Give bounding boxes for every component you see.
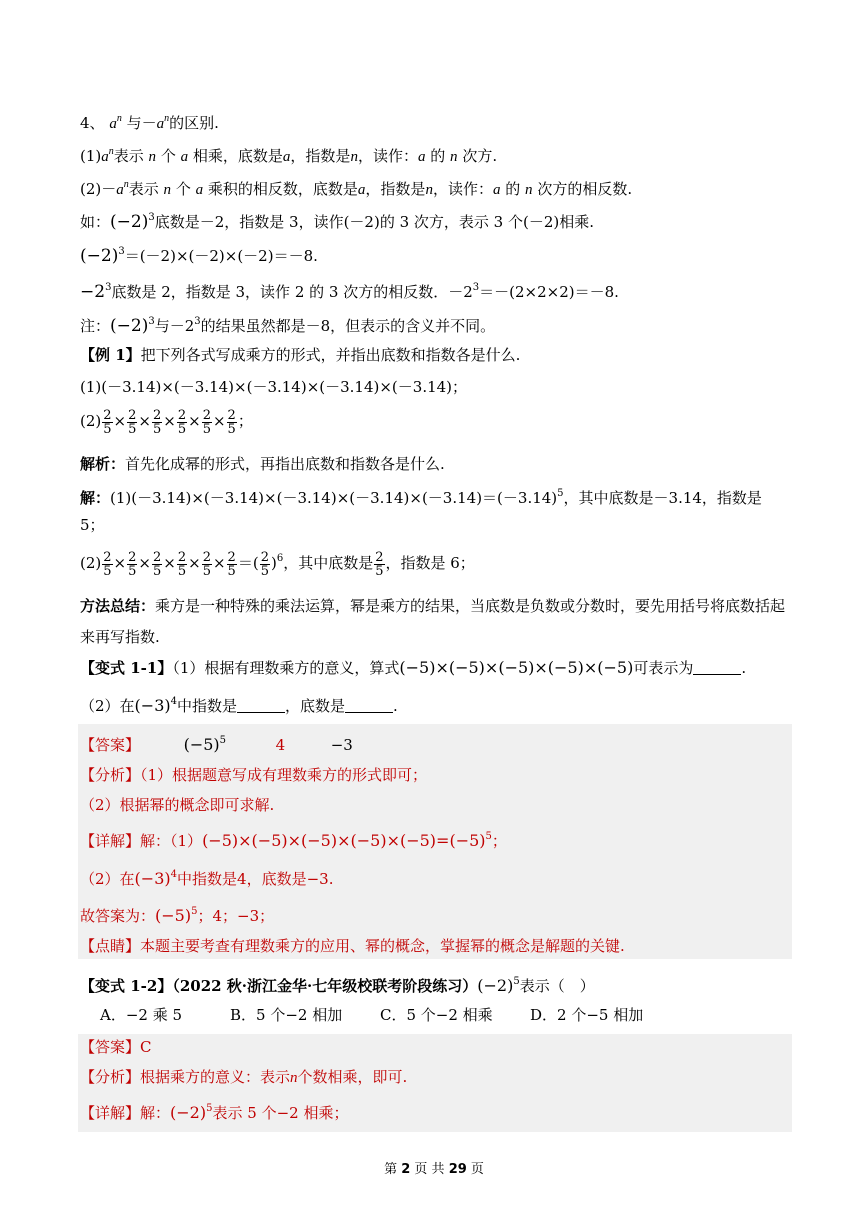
fraction: $\frac{2}{5}$ [103, 407, 112, 437]
variant-1-2-answer: 【答案】C [80, 1038, 152, 1056]
option-b: B．5 个−2 相加 [230, 1006, 343, 1024]
example-line-2: $(-2)^3=(-2)\times(-2)\times(-2)=-8$. [80, 246, 318, 266]
variant-1-2-options [100, 1004, 643, 1026]
variant-1-1-final: 故答案为：$(-5)^5$；4；−3； [80, 906, 275, 925]
option-d: D．2 个−5 相加 [530, 1006, 644, 1024]
section-4-heading: 4、 $a^n$ 与$-a^n$的区别. [80, 113, 219, 132]
variant-1-1-q1: 【变式 1-1】（1）根据有理数乘方的意义，算式(−5)×(−5)×(−5)×(−5)×(−5)可表示为 . [80, 658, 747, 677]
page-number: 2 [401, 1162, 411, 1177]
variant-1-1-analysis-1: 【分析】（1）根据题意写成有理数乘方的形式即可； [80, 766, 428, 784]
total-pages: 29 [448, 1162, 467, 1177]
definition-2: $(2)-a^n$表示 n 个 a 乘积的相反数，底数是a，指数是n，读作：a 的 n 次方的相反数. [80, 179, 633, 198]
note-line: 注：$(-2)^3$与$-2^3$的结果虽然都是－8，但表示的含义并不同。 [80, 316, 496, 336]
answer-blank [237, 698, 285, 713]
example-1-q1: (1)(－3.14)×(－3.14)×(－3.14)×(－3.14)×(－3.14)； [80, 378, 468, 396]
variant-1-1-detail-1: 【详解】解：$(1)(-5)\times(-5)\times(-5)\times(-5)\times(-5)=(-5)^5$； [80, 831, 507, 850]
variant-1-2-question: 【变式 1-2】（2022 秋·浙江金华·七年级校联考阶段练习）$(-2)^5$表示（ ） [80, 976, 595, 995]
example-1-analysis: 解析：首先化成幂的形式，再指出底数和指数各是什么. [80, 455, 445, 473]
variant-1-1-q2: （2）在$(-3)^4$中指数是 ，底数是 . [80, 696, 398, 715]
example-1-solution-2: (2) $\frac{2}{5}$ × $\frac{2}{5}$ × $\frac{2}{5}$ × $\frac{2}{5}$ × $\frac{2}{5}$ × $\frac{2}{5}$ ＝( $\frac{2}{5}$ )$^6$，其中底数是 $\frac{2}{5}$ ，指数是 6； [80, 549, 475, 579]
method-summary: 方法总结：乘方是一种特殊的乘法运算，幂是乘方的结果，当底数是负数或分数时，要先用括号将底数括起来再写指数. [80, 597, 786, 646]
variant-1-1-detail-2: （2）在$(-3)^4$中指数是4，底数是−3. [80, 869, 334, 888]
variant-1-1-analysis-2: （2）根据幂的概念即可求解. [80, 796, 275, 814]
example-1-solution-1: 解：$(1)(-3.14)\times(-3.14)\times(-3.14)\times(-3.14)\times(-3.14)=(-3.14)^5$，其中底数是－3.14，指数是 [80, 488, 762, 507]
example-line-3: $-2^3$底数是 2，指数是 3，读作 2 的 3 次方的相反数．$-2^3=-(2\times 2\times 2)=-8$. [80, 282, 619, 302]
variant-1-2-detail: 【详解】解：$(-2)^5$表示 5 个−2 相乘； [80, 1103, 349, 1122]
option-c: C．5 个−2 相乘 [380, 1006, 493, 1024]
example-1-title: 【例 1】把下列各式写成乘方的形式，并指出底数和指数各是什么. [80, 346, 521, 364]
answer-blank [693, 660, 741, 675]
variant-1-2-analysis: 【分析】根据乘方的意义：表示n个数相乘，即可. [80, 1068, 408, 1086]
example-1-q2: (2) $\frac{2}{5}$ × $\frac{2}{5}$ × $\frac{2}{5}$ × $\frac{2}{5}$ × $\frac{2}{5}$ × $\frac{2}{5}$ ； [80, 407, 253, 437]
variant-1-1-point: 【点睛】本题主要考查有理数乘方的应用、幂的概念，掌握幂的概念是解题的关键. [80, 937, 625, 955]
option-a: A．−2 乘 5 [100, 1006, 183, 1024]
definition-1: $(1)a^n$表示 n 个 a 相乘，底数是a，指数是n，读作：a 的 n 次方. [80, 146, 498, 165]
example-line-1: 如：$(-2)^3$底数是－2，指数是 3，读作(－2)的 3 次方，表示 3 个(－2)相乘. [80, 212, 594, 232]
example-1-solution-1-cont: 5； [80, 516, 105, 534]
variant-1-1-answer: 【答案】 $(-5)^5$ 4 −3 [80, 735, 353, 754]
answer-blank [345, 698, 393, 713]
page-footer: 第 2 页 共 29 页 [384, 1162, 484, 1177]
